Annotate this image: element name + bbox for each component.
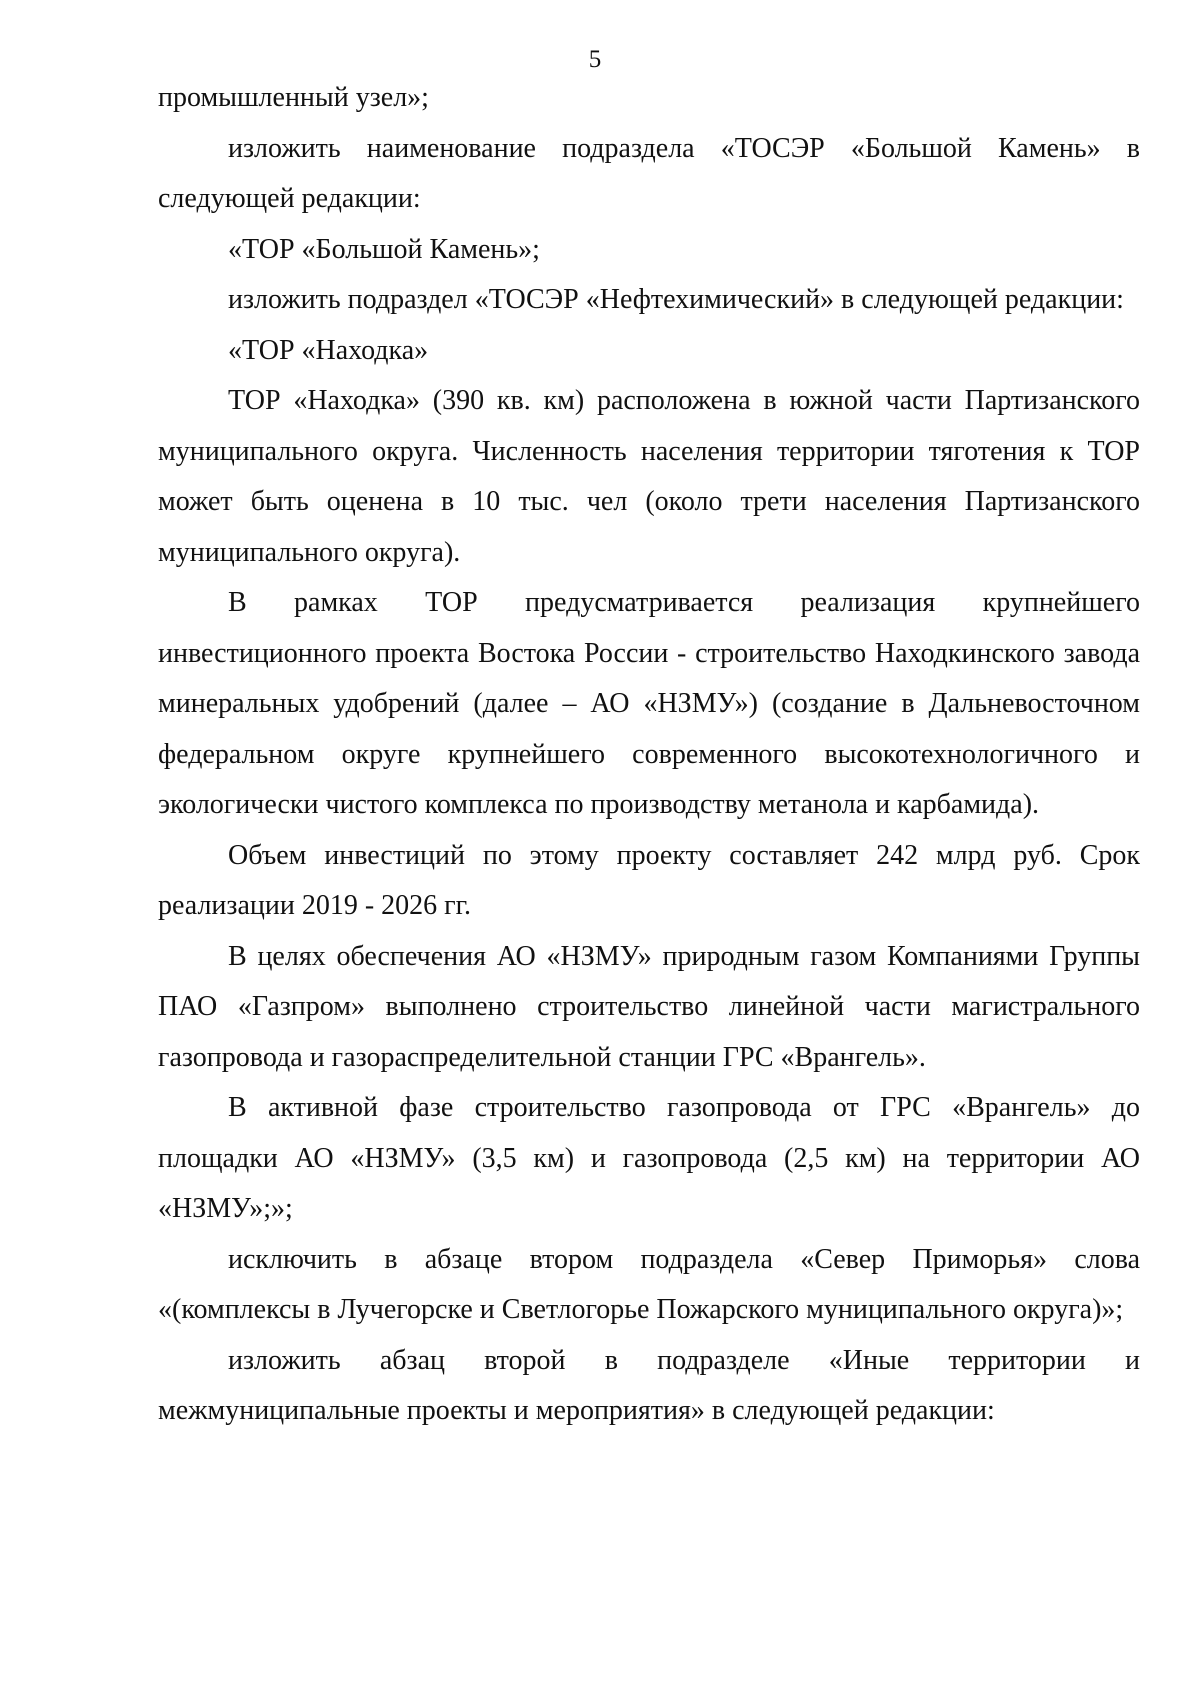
paragraph-12: изложить абзац второй в подразделе «Иные территории и межмуниципальные проекты и мероприятия» в следующей редакции:: [158, 1344, 1140, 1426]
paragraph-3: «ТОР «Большой Камень»;: [228, 233, 540, 265]
paragraph-8: Объем инвестиций по этому проекту составляет 242 млрд руб. Срок реализации 2019 - 2026 гг.: [158, 839, 1140, 921]
paragraph-10: В активной фазе строительство газопровода от ГРС «Врангель» до площадки АО «НЗМУ» (3,5 км) и газопровода (2,5 км) на территории АО «НЗМУ»;»;: [158, 1092, 1140, 1224]
paragraph-6: ТОР «Находка» (390 кв. км) расположена в южной части Партизанского муниципального округа. Численность населения территории тяготения к ТОР может быть оценена в 10 тыс. чел (около трети населения Партизанского муниципального округа).: [158, 385, 1140, 568]
paragraph-2: изложить наименование подраздела «ТОСЭР «Большой Камень» в следующей редакции:: [158, 132, 1140, 214]
paragraph-1: промышленный узел»;: [158, 82, 429, 113]
paragraph-5: «ТОР «Находка»: [228, 334, 429, 366]
paragraph-7: В рамках ТОР предусматривается реализация крупнейшего инвестиционного проекта Востока России - строительство Находкинского завода минеральных удобрений (далее – АО «НЗМУ») (создание в Дальневосточном федеральном округе крупнейшего современного высокотехнологичного и экологически чистого комплекса по производству метанола и карбамида).: [158, 587, 1140, 820]
page-number: 5: [588, 46, 602, 73]
paragraph-9: В целях обеспечения АО «НЗМУ» природным газом Компаниями Группы ПАО «Газпром» выполнено строительство линейной части магистрального газопровода и газораспределительной станции ГРС «Врангель».: [158, 940, 1140, 1073]
document-body: [158, 73, 1140, 1437]
paragraph-4: изложить подраздел «ТОСЭР «Нефтехимический» в следующей редакции:: [228, 284, 1124, 315]
paragraph-11: исключить в абзаце втором подраздела «Север Приморья» слова «(комплексы в Лучегорске и Светлогорье Пожарского муниципального округа)»;: [158, 1243, 1140, 1325]
